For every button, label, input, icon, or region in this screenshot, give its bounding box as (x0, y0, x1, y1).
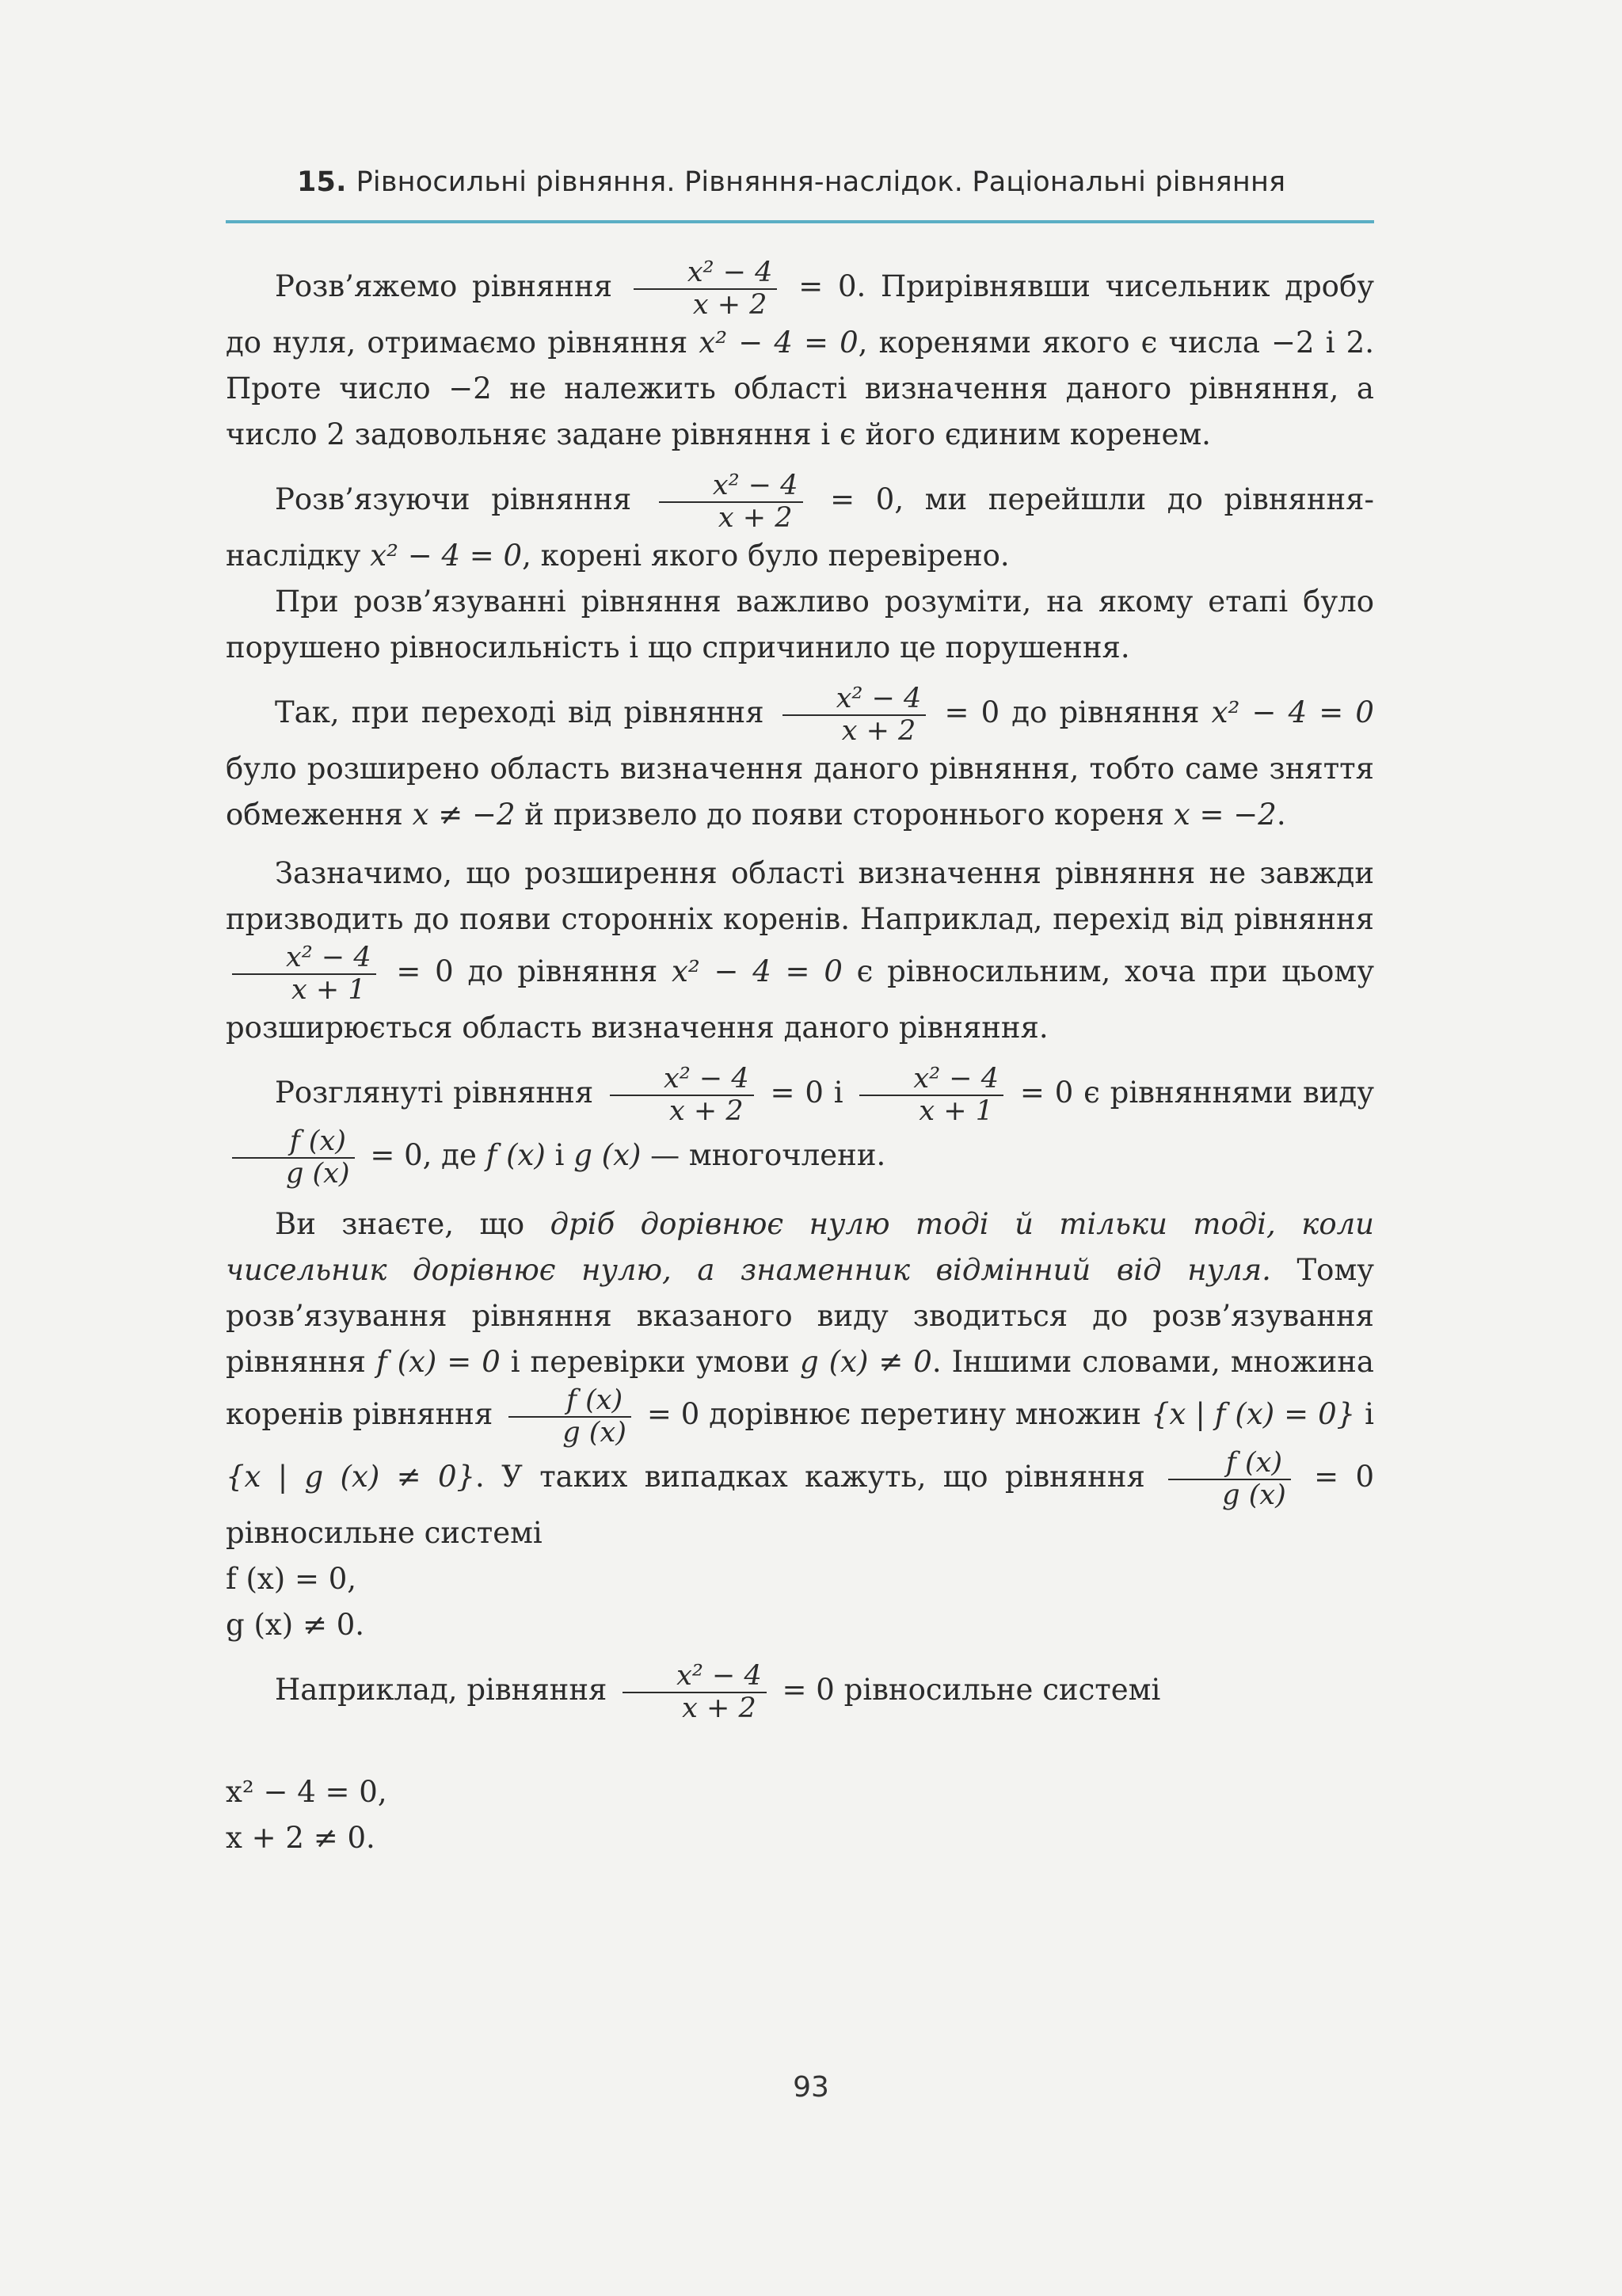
text: , коренями якого є числа −2 і 2. Проте число −2 не належить області визначення даного рівняння, а число 2 задовольняє задане рівняння і є його єдиним коренем. (226, 326, 1374, 451)
numerator: f (x) (508, 1385, 631, 1418)
text: — многочлени. (650, 1138, 886, 1172)
paragraph-2 (226, 470, 1374, 579)
formula: g (x) (573, 1138, 642, 1172)
denominator: g (x) (562, 1416, 626, 1449)
paragraph-5 (226, 851, 1374, 1051)
text: є рівносильним, хоча при цьому розширюється область визначення даного рівняння. (226, 954, 1374, 1045)
text: Розв’яжемо рівняння (275, 269, 613, 303)
text: = 0 рівносильне системі (782, 1673, 1161, 1707)
formula: x² − 4 = 0 (699, 326, 859, 360)
denominator: g (x) (286, 1157, 350, 1190)
numerator: x² − 4 (623, 1661, 767, 1693)
text: Розв’язуючи рівняння (275, 482, 632, 516)
numerator: x² − 4 (610, 1064, 754, 1096)
text: = 0 є рівняннями виду (1019, 1076, 1374, 1110)
section-header (297, 166, 1374, 198)
fraction (859, 1064, 1003, 1126)
text: = 0 і (770, 1076, 843, 1110)
numerator: f (x) (232, 1126, 355, 1159)
fraction (508, 1385, 631, 1448)
text: . (1276, 798, 1286, 832)
formula: {x | g (x) ≠ 0} (226, 1460, 476, 1494)
fraction (634, 257, 778, 320)
formula: f (x) (485, 1138, 546, 1172)
formula: {x | f (x) = 0} (1150, 1397, 1356, 1431)
system-line: x + 2 ≠ 0. (226, 1821, 375, 1855)
section-number: 15. (297, 166, 347, 198)
numerator: x² − 4 (634, 257, 778, 290)
text: . Іншими словами, множина коренів рівняння (226, 1345, 1374, 1431)
text: Ви знаєте, що (275, 1207, 525, 1241)
text: , корені якого було перевірено. (522, 539, 1010, 573)
header-rule (226, 220, 1374, 223)
fraction (232, 942, 376, 1005)
paragraph-6 (226, 1064, 1374, 1189)
fraction (782, 683, 927, 746)
text: = 0 до рівняння (944, 695, 1200, 729)
formula: x² − 4 = 0 (1211, 695, 1374, 729)
denominator: x + 1 (291, 973, 366, 1006)
fraction (659, 470, 803, 533)
formula: x = −2 (1173, 798, 1277, 832)
system-line: f (x) = 0, (226, 1562, 357, 1596)
formula: x ≠ −2 (412, 798, 516, 832)
denominator: x + 2 (718, 501, 793, 534)
paragraph-8 (226, 1661, 1374, 1723)
text: Так, при переході від рівняння (275, 695, 764, 729)
text: і (1365, 1397, 1374, 1431)
text: й призвело до появи стороннього кореня (524, 798, 1165, 832)
text: = 0 до рівняння (396, 954, 658, 988)
denominator: x + 2 (841, 714, 916, 747)
denominator: x + 2 (692, 288, 767, 321)
text: було розширено область визначення даного рівняння, тобто саме зняття обмеження (226, 752, 1374, 832)
text: = 0, де (370, 1138, 477, 1172)
denominator: x + 1 (919, 1095, 993, 1127)
fraction (1168, 1448, 1291, 1510)
formula: g (x) ≠ 0 (800, 1345, 932, 1379)
denominator: x + 2 (669, 1095, 744, 1127)
page-number: 93 (793, 2071, 829, 2104)
text: = 0 дорівнює перетину множин (646, 1397, 1141, 1431)
system-line: x² − 4 = 0, (226, 1775, 387, 1809)
paragraph-1 (226, 257, 1374, 458)
paragraph-7 (226, 1201, 1374, 1556)
numerator: x² − 4 (659, 470, 803, 503)
numerator: x² − 4 (859, 1064, 1003, 1096)
text: . У таких випадках кажуть, що рівняння (475, 1460, 1145, 1494)
fraction (610, 1064, 754, 1126)
text: = 0 рівносильне системі (226, 1460, 1374, 1550)
text: = 0. Прирівнявши чисельник дробу до нуля, отримаємо рівняння (226, 269, 1375, 360)
text: Зазначимо, що розширення області визначення рівняння не завжди призводить до появи сторонніх коренів. Наприклад, перехід від рівняння (226, 856, 1374, 936)
text: Тому розв’язування рівняння вказаного виду зводиться до розв’язування рівняння (226, 1253, 1374, 1379)
text: і перевірки умови (510, 1345, 790, 1379)
numerator: x² − 4 (232, 942, 376, 975)
definition-italic: дріб дорівнює нулю тоді й тільки тоді, коли чисельник дорівнює нулю, а знаменник відмінний від нуля. (226, 1207, 1375, 1287)
paragraph-4 (226, 683, 1374, 838)
system-block (226, 1723, 1374, 1769)
numerator: f (x) (1168, 1448, 1291, 1480)
text: = 0, ми перейшли до рівняння-наслідку (226, 482, 1374, 573)
paragraph-3: При розв’язуванні рівняння важливо розуміти, на якому етапі було порушено рівносильність і що спричинило це порушення. (226, 584, 1374, 664)
denominator: g (x) (1222, 1479, 1286, 1511)
denominator: x + 2 (682, 1692, 756, 1724)
section-title: Рівносильні рівняння. Рівняння-наслідок. Раціональні рівняння (356, 166, 1286, 198)
system-line: g (x) ≠ 0. (226, 1608, 365, 1642)
formula: x² − 4 = 0 (672, 954, 843, 988)
page-body (226, 257, 1374, 1861)
formula: f (x) = 0 (375, 1345, 501, 1379)
numerator: x² − 4 (782, 683, 927, 716)
formula: x² − 4 = 0 (370, 539, 523, 573)
text: і (554, 1138, 565, 1172)
fraction (232, 1126, 355, 1189)
text: Розглянуті рівняння (275, 1076, 594, 1110)
fraction (623, 1661, 767, 1723)
text: Наприклад, рівняння (275, 1673, 607, 1707)
